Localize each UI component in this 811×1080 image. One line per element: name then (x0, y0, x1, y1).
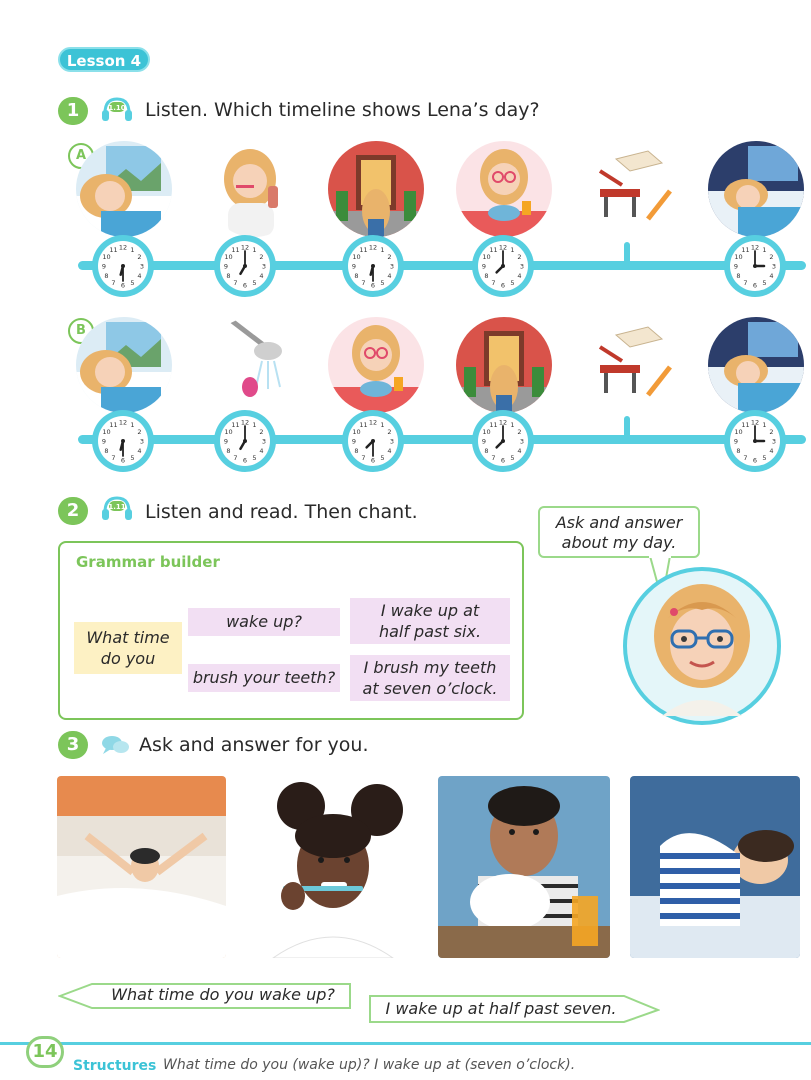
svg-text:10: 10 (482, 428, 491, 436)
svg-text:8: 8 (736, 447, 741, 455)
svg-text:1: 1 (510, 421, 515, 429)
svg-text:9: 9 (351, 262, 357, 271)
clock-icon (90, 408, 156, 474)
brushing-teeth-scene (206, 141, 302, 237)
photo-brushing-teeth (243, 776, 420, 958)
svg-text:9: 9 (101, 262, 107, 271)
svg-text:12: 12 (118, 418, 128, 427)
svg-text:8: 8 (104, 447, 109, 455)
svg-text:1: 1 (252, 246, 257, 254)
waking-up-scene (76, 141, 172, 237)
svg-text:7: 7 (743, 279, 748, 287)
svg-text:7: 7 (111, 279, 116, 287)
timeline-b-bar (78, 435, 806, 444)
timeline-b-label: B (68, 318, 94, 344)
footer-rule (0, 1042, 811, 1045)
svg-text:12: 12 (368, 243, 378, 252)
svg-text:7: 7 (361, 279, 366, 287)
svg-text:8: 8 (354, 272, 359, 280)
clock-icon (722, 233, 788, 299)
svg-text:10: 10 (224, 428, 233, 436)
svg-text:2: 2 (769, 428, 774, 436)
clock-icon (470, 233, 536, 299)
svg-text:12: 12 (498, 243, 508, 252)
svg-text:7: 7 (491, 279, 496, 287)
svg-text:12: 12 (240, 418, 250, 427)
svg-text:5: 5 (380, 279, 385, 287)
svg-text:1: 1 (510, 246, 515, 254)
headphones-icon[interactable] (100, 95, 134, 123)
svg-text:6: 6 (120, 456, 126, 465)
svg-text:4: 4 (137, 447, 142, 455)
question-start (74, 622, 182, 674)
page-number: 14 (26, 1036, 64, 1068)
svg-text:2: 2 (517, 253, 522, 261)
going-to-school-scene-b (456, 317, 552, 413)
timeline-a-label: A (68, 143, 94, 169)
question-start-line-2: do you (100, 649, 156, 668)
headphones-icon[interactable] (100, 494, 134, 522)
svg-text:10: 10 (102, 253, 111, 261)
svg-text:8: 8 (484, 272, 489, 280)
svg-text:6: 6 (370, 456, 376, 465)
svg-text:11: 11 (359, 421, 368, 429)
clock-icon (470, 408, 536, 474)
svg-text:11: 11 (231, 246, 240, 254)
svg-text:2: 2 (259, 428, 264, 436)
svg-text:10: 10 (102, 428, 111, 436)
svg-text:4: 4 (259, 272, 264, 280)
svg-text:11: 11 (489, 246, 498, 254)
svg-text:8: 8 (104, 272, 109, 280)
svg-text:3: 3 (261, 437, 267, 446)
sleeping-scene (708, 141, 804, 237)
answer-1-line-1: I wake up at (380, 601, 480, 620)
breakfast-scene-b (328, 317, 424, 413)
question-start-line-1: What time (86, 628, 170, 647)
svg-text:11: 11 (231, 421, 240, 429)
svg-text:9: 9 (351, 437, 357, 446)
svg-text:3: 3 (519, 262, 525, 271)
timeline-a-tick (624, 242, 630, 264)
svg-text:4: 4 (517, 272, 522, 280)
svg-text:5: 5 (762, 279, 767, 287)
svg-text:8: 8 (226, 447, 231, 455)
svg-text:6: 6 (370, 281, 376, 290)
svg-text:6: 6 (500, 281, 506, 290)
timeline-a-bar (78, 261, 806, 270)
svg-text:6: 6 (500, 456, 506, 465)
clock-icon (212, 233, 278, 299)
svg-text:11: 11 (741, 421, 750, 429)
answer-2-line-2: at seven o’clock. (362, 679, 498, 698)
photo-sleeping (630, 776, 800, 958)
svg-text:5: 5 (380, 454, 385, 462)
svg-text:5: 5 (510, 279, 515, 287)
svg-text:1: 1 (380, 421, 385, 429)
grammar-builder (58, 541, 524, 720)
clock-icon (722, 408, 788, 474)
svg-text:8: 8 (484, 447, 489, 455)
svg-text:11: 11 (359, 246, 368, 254)
svg-text:4: 4 (137, 272, 142, 280)
svg-text:4: 4 (769, 272, 774, 280)
svg-text:2: 2 (387, 428, 392, 436)
svg-text:9: 9 (481, 262, 487, 271)
clock-icon (90, 233, 156, 299)
svg-text:12: 12 (368, 418, 378, 427)
svg-text:3: 3 (261, 262, 267, 271)
exercise-1-title: Listen. Which timeline shows Lena’s day? (145, 99, 540, 121)
svg-text:5: 5 (252, 279, 257, 287)
svg-text:10: 10 (734, 253, 743, 261)
answer-2 (350, 655, 510, 701)
svg-text:11: 11 (109, 421, 118, 429)
svg-text:7: 7 (743, 454, 748, 462)
exercise-3-title: Ask and answer for you. (139, 734, 369, 756)
svg-text:3: 3 (139, 262, 145, 271)
svg-text:5: 5 (762, 454, 767, 462)
svg-text:12: 12 (240, 243, 250, 252)
shower-scene (206, 317, 302, 413)
svg-text:9: 9 (733, 437, 739, 446)
svg-text:8: 8 (354, 447, 359, 455)
svg-text:4: 4 (387, 272, 392, 280)
photo-eating-breakfast (438, 776, 610, 958)
answer-1 (350, 598, 510, 644)
svg-text:4: 4 (259, 447, 264, 455)
svg-text:10: 10 (352, 253, 361, 261)
svg-text:7: 7 (111, 454, 116, 462)
svg-text:3: 3 (771, 437, 777, 446)
svg-text:11: 11 (109, 246, 118, 254)
svg-text:10: 10 (352, 428, 361, 436)
school-supplies-scene-b (586, 317, 682, 413)
svg-text:2: 2 (517, 428, 522, 436)
svg-text:12: 12 (750, 418, 760, 427)
svg-text:6: 6 (120, 281, 126, 290)
svg-text:7: 7 (361, 454, 366, 462)
svg-text:9: 9 (481, 437, 487, 446)
svg-text:9: 9 (733, 262, 739, 271)
svg-text:1: 1 (130, 246, 135, 254)
lesson-badge: Lesson 4 (58, 47, 150, 72)
svg-text:3: 3 (139, 437, 145, 446)
verb-wake-up: wake up? (188, 608, 340, 636)
svg-text:10: 10 (482, 253, 491, 261)
svg-text:6: 6 (242, 456, 248, 465)
svg-text:8: 8 (736, 272, 741, 280)
verb-brush-teeth: brush your teeth? (188, 664, 340, 692)
svg-text:9: 9 (101, 437, 107, 446)
svg-text:10: 10 (224, 253, 233, 261)
audio-track-label: 1.10 (108, 104, 126, 112)
exercise-1-number: 1 (58, 97, 88, 125)
svg-text:4: 4 (517, 447, 522, 455)
school-supplies-scene (586, 141, 682, 237)
svg-text:2: 2 (259, 253, 264, 261)
svg-text:9: 9 (223, 437, 229, 446)
svg-text:12: 12 (498, 418, 508, 427)
svg-text:1: 1 (762, 421, 767, 429)
svg-text:11: 11 (489, 421, 498, 429)
svg-text:4: 4 (769, 447, 774, 455)
svg-text:5: 5 (130, 279, 135, 287)
svg-text:6: 6 (242, 281, 248, 290)
svg-text:7: 7 (233, 454, 238, 462)
timeline-b-tick (624, 416, 630, 438)
footer-label: Structures (73, 1058, 157, 1074)
grammar-builder-title: Grammar builder (76, 553, 220, 571)
svg-text:8: 8 (226, 272, 231, 280)
dialogue-answer: I wake up at half past seven. (385, 999, 617, 1018)
svg-text:5: 5 (510, 454, 515, 462)
going-to-school-scene (328, 141, 424, 237)
lena-speech-bubble (538, 506, 700, 558)
audio-track-label: 1.11 (108, 503, 126, 511)
svg-text:11: 11 (741, 246, 750, 254)
svg-text:5: 5 (252, 454, 257, 462)
breakfast-scene (456, 141, 552, 237)
lena-bubble-line-1: Ask and answer (555, 513, 683, 532)
clock-icon (340, 233, 406, 299)
exercise-3-number: 3 (58, 731, 88, 759)
speech-bubbles-icon (100, 732, 130, 756)
dialogue-question: What time do you wake up? (111, 985, 335, 1004)
svg-text:3: 3 (389, 262, 395, 271)
exercise-2-title: Listen and read. Then chant. (145, 501, 418, 523)
clock-icon (212, 408, 278, 474)
svg-text:5: 5 (130, 454, 135, 462)
lena-bubble-line-2: about my day. (561, 533, 677, 552)
photo-waking-up (57, 776, 226, 958)
svg-text:1: 1 (380, 246, 385, 254)
waking-up-scene-b (76, 317, 172, 413)
svg-text:6: 6 (752, 456, 758, 465)
footer-text: What time do you (wake up)? I wake up at (seven o’clock). (163, 1057, 576, 1073)
svg-text:6: 6 (752, 281, 758, 290)
svg-text:2: 2 (137, 253, 142, 261)
svg-text:2: 2 (387, 253, 392, 261)
svg-text:2: 2 (769, 253, 774, 261)
sleeping-scene-b (708, 317, 804, 413)
svg-text:3: 3 (389, 437, 395, 446)
answer-2-line-1: I brush my teeth (363, 658, 497, 677)
svg-text:4: 4 (387, 447, 392, 455)
svg-text:12: 12 (750, 243, 760, 252)
svg-text:3: 3 (771, 262, 777, 271)
svg-text:1: 1 (762, 246, 767, 254)
clock-icon (340, 408, 406, 474)
svg-text:1: 1 (252, 421, 257, 429)
exercise-2-number: 2 (58, 497, 88, 525)
svg-text:1: 1 (130, 421, 135, 429)
svg-text:7: 7 (233, 279, 238, 287)
svg-text:7: 7 (491, 454, 496, 462)
lena-portrait (622, 566, 782, 726)
svg-text:3: 3 (519, 437, 525, 446)
svg-text:10: 10 (734, 428, 743, 436)
svg-text:2: 2 (137, 428, 142, 436)
answer-1-line-2: half past six. (378, 622, 482, 641)
svg-text:9: 9 (223, 262, 229, 271)
svg-text:12: 12 (118, 243, 128, 252)
